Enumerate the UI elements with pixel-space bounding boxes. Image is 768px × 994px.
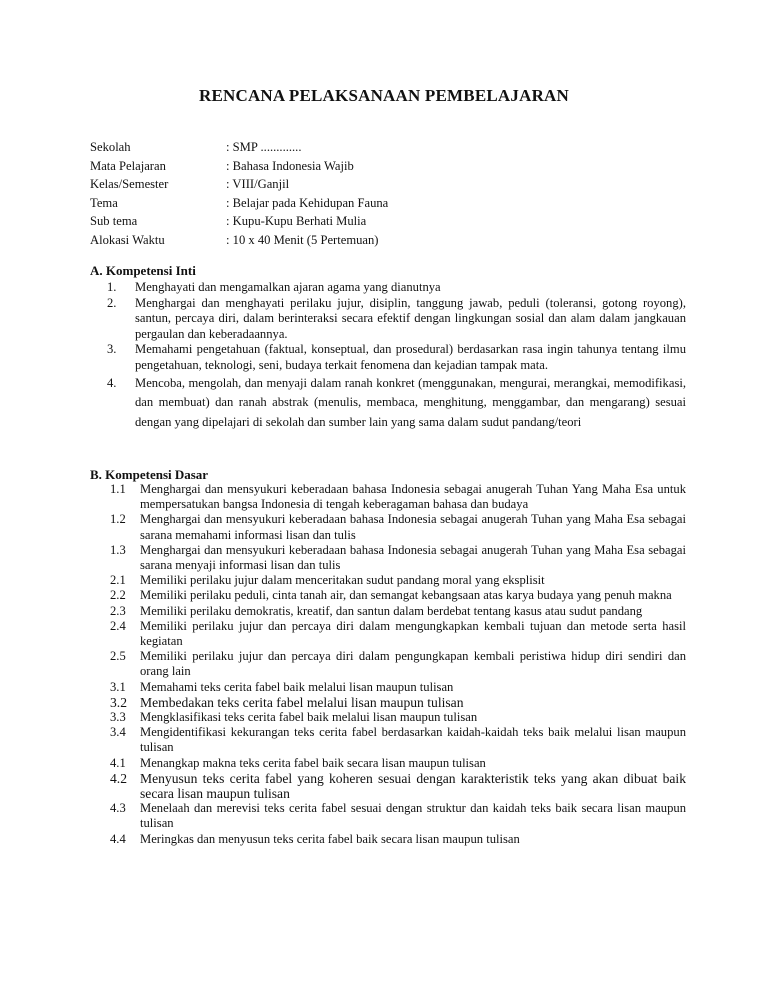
- item-number: 4.: [107, 375, 117, 390]
- identity-value: : Belajar pada Kehidupan Fauna: [226, 195, 389, 210]
- identity-label: Sekolah: [90, 140, 131, 154]
- identity-label: Alokasi Waktu: [90, 232, 165, 247]
- item-text: Memahami pengetahuan (faktual, konseptual, dan prosedural) berdasarkan rasa ingin tahunya tentang ilmu pengetahuan, teknologi, seni, budaya terkait fenomena dan kejadian tampak mata.: [135, 342, 686, 372]
- item-number: 4.2: [110, 770, 127, 786]
- item-number: 1.3: [110, 542, 126, 557]
- identity-row: [90, 157, 690, 176]
- item-text: Memiliki perilaku peduli, cinta tanah air, dan semangat kebangsaan atas karya budaya yang penuh makna: [140, 588, 672, 603]
- item-number: 3.1: [110, 679, 126, 694]
- kompetensi-dasar-list: [90, 482, 686, 847]
- identity-row: [90, 138, 690, 157]
- item-number: 1.: [107, 280, 117, 294]
- list-item: [90, 573, 686, 588]
- list-item: [90, 588, 686, 603]
- kompetensi-inti-section: [90, 262, 686, 432]
- item-text: Menghargai dan menghayati perilaku jujur, disiplin, tanggung jawab, peduli (toleransi, gotong royong), santun, percaya diri, dalam berinteraksi secara efektif dengan lingkungan sosial dan alam dalam jangkauan pergaulan dan keberadaannya.: [135, 295, 686, 341]
- kompetensi-dasar-section: [90, 467, 686, 847]
- identity-label: Mata Pelajaran: [90, 158, 166, 173]
- item-text: Mengklasifikasi teks cerita fabel baik melalui lisan maupun tulisan: [140, 710, 478, 725]
- kompetensi-dasar-heading: B. Kompetensi Dasar: [90, 467, 209, 482]
- item-number: 2.3: [110, 603, 126, 618]
- item-text: Menelaah dan merevisi teks cerita fabel sesuai dengan struktur dan kaidah teks baik secara lisan maupun tulisan: [140, 801, 686, 831]
- identity-value: : Bahasa Indonesia Wajib: [226, 158, 354, 173]
- item-text: Memiliki perilaku jujur dalam menceritakan sudut pandang moral yang eksplisit: [140, 573, 545, 588]
- list-item: [90, 801, 686, 831]
- item-number: 3.4: [110, 725, 126, 740]
- item-number: 2.5: [110, 649, 126, 664]
- item-number: 4.4: [110, 831, 126, 846]
- list-item: [90, 482, 686, 512]
- identity-row: [90, 231, 690, 250]
- identity-label: Sub tema: [90, 214, 138, 229]
- list-item: [90, 604, 686, 619]
- item-number: 2.2: [110, 588, 126, 603]
- list-item: [90, 374, 686, 433]
- item-text: Menghayati dan mengamalkan ajaran agama yang dianutnya: [135, 280, 441, 294]
- list-item: [90, 725, 686, 755]
- item-text: Membedakan teks cerita fabel melalui lisan maupun tulisan: [140, 694, 464, 710]
- list-item: [90, 296, 686, 343]
- item-number: 2.4: [110, 618, 126, 633]
- item-number: 3.: [107, 342, 117, 357]
- item-number: 2.: [107, 295, 117, 310]
- list-item: [90, 771, 686, 801]
- list-item: [90, 756, 686, 771]
- list-item: [90, 832, 686, 847]
- list-item: [90, 280, 686, 296]
- list-item: [90, 543, 686, 573]
- item-number: 3.2: [110, 694, 127, 710]
- item-text: Menghargai dan mensyukuri keberadaan bahasa Indonesia sebagai anugerah Tuhan yang Maha Esa sebagai sarana memahami informasi lisan dan tulis: [140, 512, 686, 542]
- item-text: Mengidentifikasi kekurangan teks cerita fabel berdasarkan kaidah-kaidah teks baik melalui lisan maupun tulisan: [140, 725, 686, 755]
- identity-value: : 10 x 40 Menit (5 Pertemuan): [226, 232, 379, 247]
- list-item: [90, 342, 686, 373]
- item-number: 3.3: [110, 710, 126, 725]
- item-text: Memiliki perilaku jujur dan percaya diri dalam pengungkapan kembali peristiwa hidup diri sendiri dan orang lain: [140, 649, 686, 679]
- item-text: Memahami teks cerita fabel baik melalui lisan maupun tulisan: [140, 679, 454, 694]
- identity-label: Tema: [90, 195, 118, 210]
- item-text: Memiliki perilaku demokratis, kreatif, dan santun dalam berdebat tentang kasus atau sudut pandang: [140, 603, 643, 618]
- identity-row: [90, 175, 690, 194]
- list-item: [90, 695, 686, 710]
- document-title: RENCANA PELAKSANAAN PEMBELAJARAN: [198, 86, 570, 105]
- identity-row: [90, 212, 690, 231]
- item-number: 4.1: [110, 755, 126, 770]
- identity-value: : Kupu-Kupu Berhati Mulia: [226, 214, 367, 229]
- list-item: [90, 710, 686, 725]
- item-number: 1.2: [110, 512, 126, 527]
- kompetensi-inti-list: [90, 280, 686, 432]
- item-text: Menghargai dan mensyukuri keberadaan bahasa Indonesia sebagai anugerah Tuhan Yang Maha Esa untuk mempersatukan bangsa Indonesia di tengah keberagaman bahasa dan budaya: [140, 482, 686, 512]
- list-item: [90, 619, 686, 649]
- item-text: Mencoba, mengolah, dan menyaji dalam ranah konkret (menggunakan, mengurai, merangkai, memodifikasi, dan membuat) dan ranah abstrak (menulis, membaca, menghitung, menggambar, dan mengarang) sesuai dengan yang dipelajari di sekolah dan sumber lain yang sama dalam sudut pandang/teori: [135, 375, 686, 429]
- identity-row: [90, 194, 690, 213]
- identity-value: : VIII/Ganjil: [226, 177, 290, 192]
- item-text: Meringkas dan menyusun teks cerita fabel baik secara lisan maupun tulisan: [140, 831, 520, 846]
- list-item: [90, 512, 686, 542]
- list-item: [90, 649, 686, 679]
- item-number: 1.1: [110, 482, 126, 496]
- item-text: Menghargai dan mensyukuri keberadaan bahasa Indonesia sebagai anugerah Tuhan yang Maha Esa sebagai sarana menyaji informasi lisan dan tulis: [140, 542, 686, 573]
- item-number: 4.3: [110, 801, 126, 816]
- item-text: Menyusun teks cerita fabel yang koheren sesuai dengan karakteristik teks yang akan dibuat baik secara lisan maupun tulisan: [140, 770, 686, 802]
- item-number: 2.1: [110, 573, 126, 588]
- kompetensi-inti-heading: A. Kompetensi Inti: [90, 263, 196, 278]
- item-text: Memiliki perilaku jujur dan percaya diri dalam mengungkapkan kembali tujuan dan metode serta hasil kegiatan: [140, 618, 686, 649]
- identity-block: [90, 138, 690, 250]
- item-text: Menangkap makna teks cerita fabel baik secara lisan maupun tulisan: [140, 755, 486, 770]
- identity-label: Kelas/Semester: [90, 177, 169, 192]
- identity-value: : SMP .............: [226, 140, 302, 154]
- list-item: [90, 680, 686, 695]
